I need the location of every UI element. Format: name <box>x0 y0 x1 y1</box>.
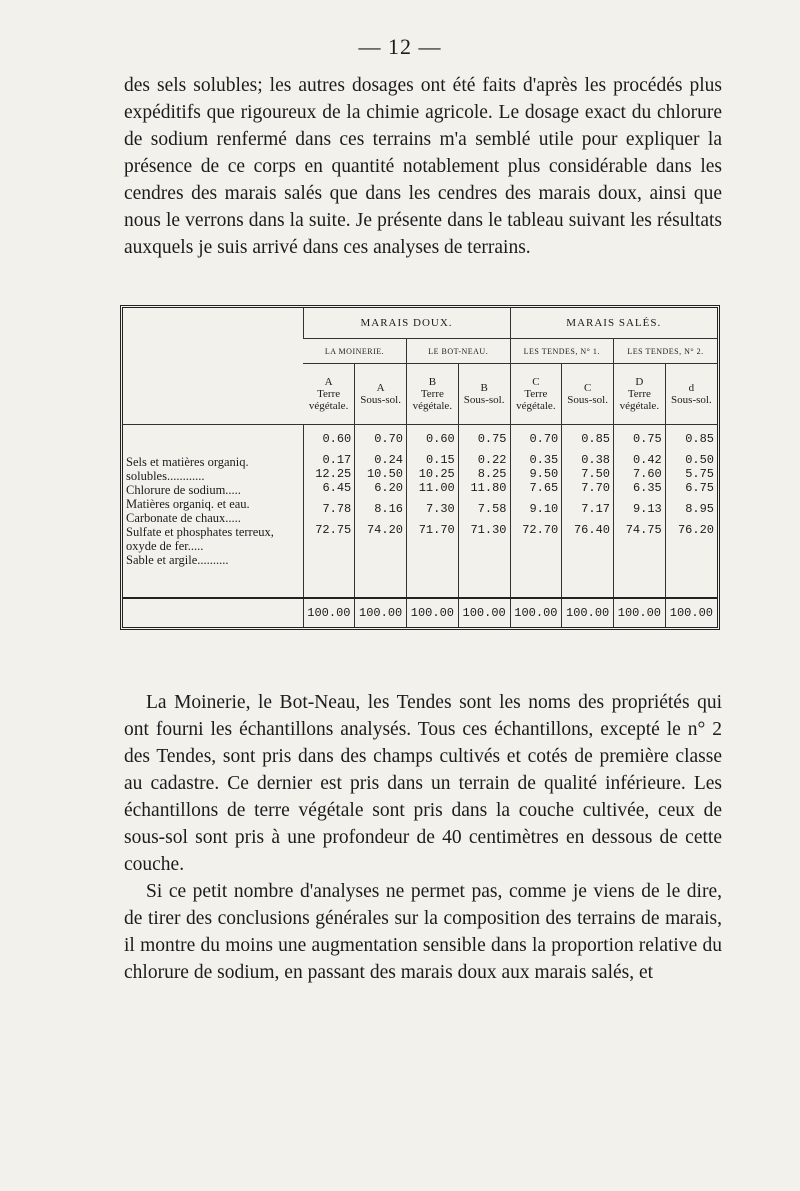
row-label: Sulfate et phosphates terreux, oxyde de fer..... <box>126 525 274 553</box>
value-column <box>510 425 562 599</box>
column-label: Sous-sol. <box>567 394 608 406</box>
value-cell: 11.80 <box>470 481 507 495</box>
value-column <box>458 425 510 599</box>
body-paragraph-samples: La Moinerie, le Bot-Neau, les Tendes sont les noms des propriétés qui ont fourni les échantillons analysés. Tous ces échantillons, excepté le n° 2 des Tendes, sont pris dans des champs cultivés et cotés de première classe au cadastre. Ce dernier est pris dans un terrain de qualité inférieure. Les échantillons de terre végétale sont pris dans la couche cultivée, ceux de sous-sol sont pris à une profondeur de 40 centimètres en dessous de cette couche. <box>124 692 722 875</box>
row-label: Carbonate de chaux..... <box>126 511 241 525</box>
value-cell: 11.00 <box>418 481 455 495</box>
value-cell: 10.25 <box>418 467 455 481</box>
column-letter: B <box>480 382 488 394</box>
value-cell: 76.20 <box>677 523 714 537</box>
value-column <box>562 425 614 599</box>
value-cell: 12.25 <box>315 467 352 481</box>
value-cell: 8.25 <box>477 467 507 481</box>
total-cell: 100.00 <box>355 598 407 627</box>
row-label: Sels et matières organiq. solubles............ <box>126 455 249 483</box>
value-cell: 7.65 <box>529 481 559 495</box>
column-letter: d <box>688 382 695 394</box>
group-header-marais-doux: MARAIS DOUX. <box>303 308 510 339</box>
totals-row <box>123 598 717 627</box>
site-header-bot-neau: LE BOT-NEAU. <box>407 339 511 364</box>
value-cell: 0.60 <box>322 432 352 446</box>
total-cell: 100.00 <box>510 598 562 627</box>
intro-paragraph: des sels solubles; les autres dosages ont été faits d'après les procédés plus expéditifs que rigoureux de la chimie agricole. Le dosage exact du chlorure de sodium renfermé dans ces terrains m'a semblé utile pour expliquer la présence de ce corps en quantité notablement plus considérable dans les cendres des marais salés que dans les cendres des marais doux, ainsi que nous le verrons dans la suite. Je présente dans le tableau suivant les résultats auxquels je suis arrivé dans ces analyses de terrains. <box>124 75 722 258</box>
value-cell: 0.85 <box>685 432 714 446</box>
body-paragraph-conclusions: Si ce petit nombre d'analyses ne permet pas, comme je viens de le dire, de tirer des conclusions générales sur la composition des terrains de marais, il montre du moins une augmentation sensible dans la proportion relative du chlorure de sodium, en passant des marais doux aux marais salés, et <box>124 881 722 983</box>
value-cell: 0.75 <box>632 432 662 446</box>
total-cell: 100.00 <box>303 598 355 627</box>
value-cell: 0.60 <box>425 432 455 446</box>
value-cell: 9.10 <box>529 502 559 516</box>
table-stub-header <box>123 308 303 425</box>
value-column <box>614 425 666 599</box>
row-label: Matières organiq. et eau. <box>126 497 250 511</box>
page-number: — 12 — <box>358 34 442 59</box>
value-cell: 0.42 <box>632 453 662 467</box>
column-label: Sous-sol. <box>463 394 505 406</box>
group-header-marais-sales: MARAIS SALÉS. <box>510 308 717 339</box>
column-header <box>510 364 562 425</box>
value-cell: 7.50 <box>581 467 610 481</box>
value-cell: 0.75 <box>477 432 507 446</box>
column-label: Terre végétale. <box>412 388 453 412</box>
total-cell: 100.00 <box>614 598 666 627</box>
value-cell: 0.15 <box>425 453 455 467</box>
value-cell: 8.95 <box>685 502 714 516</box>
column-label: Terre végétale. <box>516 388 556 412</box>
value-cell: 9.13 <box>632 502 662 516</box>
value-cell: 6.45 <box>322 481 352 495</box>
value-cell: 7.78 <box>322 502 352 516</box>
column-header <box>665 364 717 425</box>
total-cell: 100.00 <box>458 598 510 627</box>
row-labels-cell <box>123 425 303 599</box>
column-letter: C <box>532 376 540 388</box>
value-cell: 6.75 <box>685 481 714 495</box>
value-cell: 0.50 <box>685 453 714 467</box>
column-label: Sous-sol. <box>671 394 712 406</box>
column-label: Terre végétale. <box>308 388 349 412</box>
column-header <box>458 364 510 425</box>
value-cell: 6.20 <box>374 481 403 495</box>
column-header <box>355 364 407 425</box>
value-column <box>303 425 355 599</box>
value-cell: 7.70 <box>581 481 610 495</box>
total-cell: 100.00 <box>665 598 717 627</box>
value-cell: 71.30 <box>470 523 507 537</box>
table-body-row <box>123 425 717 599</box>
value-cell: 74.20 <box>366 523 403 537</box>
site-header-moinerie: LA MOINERIE. <box>303 339 407 364</box>
column-header <box>562 364 614 425</box>
row-label: Sable et argile.......... <box>126 553 229 567</box>
value-cell: 0.24 <box>374 453 403 467</box>
value-column <box>407 425 459 599</box>
value-cell: 0.85 <box>581 432 610 446</box>
column-letter: C <box>583 382 592 394</box>
value-cell: 0.70 <box>374 432 403 446</box>
value-cell: 76.40 <box>573 523 610 537</box>
column-header <box>407 364 459 425</box>
totals-stub <box>123 598 303 627</box>
value-column <box>355 425 407 599</box>
column-letter: A <box>324 376 333 388</box>
value-cell: 0.70 <box>529 432 559 446</box>
column-label: Sous-sol. <box>360 394 401 406</box>
column-header <box>303 364 355 425</box>
value-cell: 10.50 <box>366 467 403 481</box>
value-cell: 7.17 <box>581 502 610 516</box>
value-cell: 8.16 <box>374 502 403 516</box>
value-cell: 74.75 <box>625 523 662 537</box>
value-cell: 5.75 <box>685 467 714 481</box>
value-cell: 72.70 <box>522 523 559 537</box>
value-cell: 72.75 <box>315 523 352 537</box>
column-letter: A <box>376 382 385 394</box>
value-cell: 6.35 <box>632 481 662 495</box>
analysis-table <box>120 305 720 630</box>
site-header-tendes-2: LES TENDES, N° 2. <box>614 339 718 364</box>
total-cell: 100.00 <box>407 598 459 627</box>
value-cell: 7.58 <box>477 502 507 516</box>
column-letter: B <box>428 376 437 388</box>
total-cell: 100.00 <box>562 598 614 627</box>
value-cell: 71.70 <box>418 523 455 537</box>
value-cell: 7.30 <box>425 502 455 516</box>
column-letter: D <box>635 376 644 388</box>
value-cell: 9.50 <box>529 467 559 481</box>
site-header-tendes-1: LES TENDES, N° 1. <box>510 339 614 364</box>
column-label: Terre végétale. <box>619 388 660 412</box>
value-cell: 0.38 <box>581 453 610 467</box>
column-header <box>614 364 666 425</box>
value-cell: 7.60 <box>632 467 662 481</box>
value-column <box>665 425 717 599</box>
row-label: Chlorure de sodium..... <box>126 483 241 497</box>
value-cell: 0.35 <box>529 453 559 467</box>
value-cell: 0.22 <box>477 453 507 467</box>
value-cell: 0.17 <box>322 453 352 467</box>
